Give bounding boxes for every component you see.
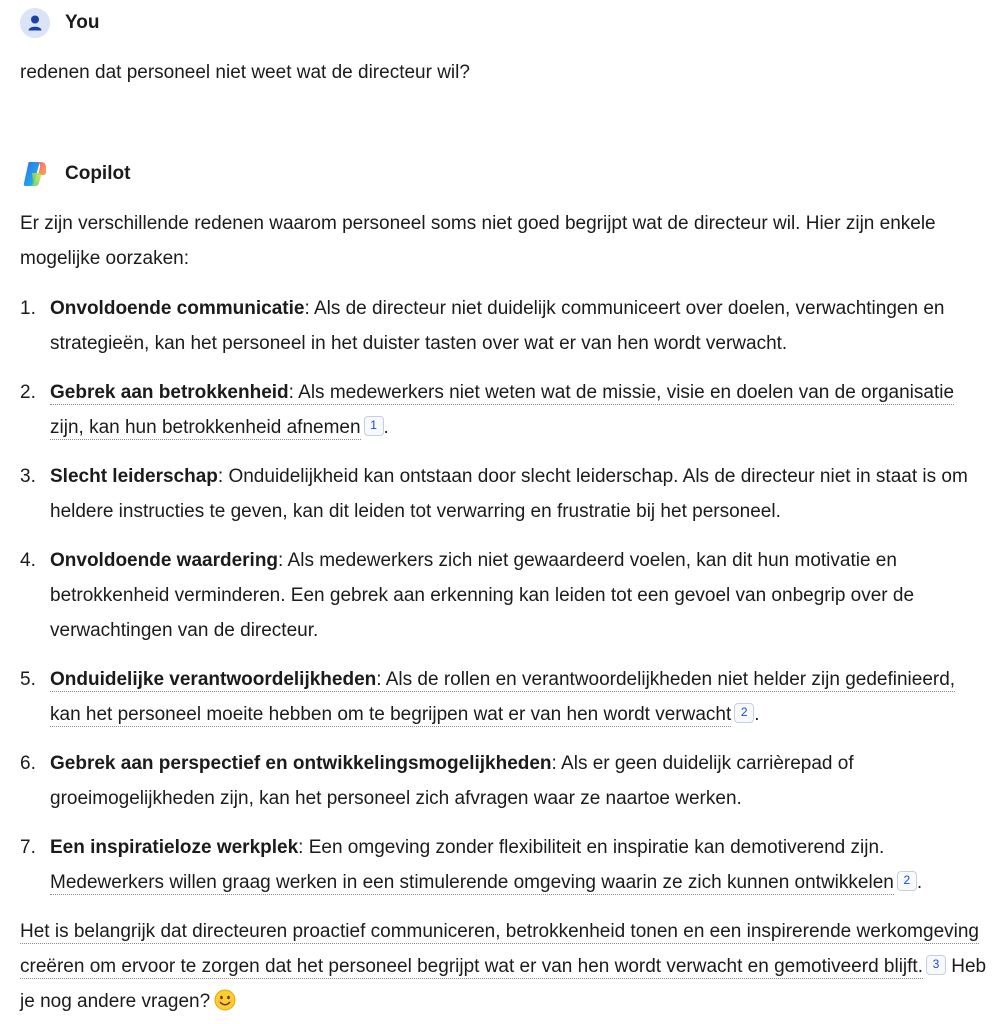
copilot-message-header [20,159,130,189]
list-item-text: : Als medewerkers niet weten wat de missie, visie en doelen van de organisatie zijn, kan hun betrokkenheid afnemen [50,382,955,438]
list-item-number: 1. [20,298,36,319]
smiling-face-emoji-icon [214,988,236,1010]
user-author-name: You [65,12,100,33]
copilot-author-name: Copilot [65,163,131,184]
user-avatar-icon [20,8,50,38]
response-closing [20,914,988,1019]
citation-marker[interactable]: 2 [897,871,917,891]
closing-question: Heb je nog andere vragen? [20,956,987,1012]
cited-passage[interactable]: Het is belangrijk dat directeuren proactief communiceren, betrokkenheid tonen en een inspirerende werkomgeving creëren om ervoor te zorgen dat het personeel begrijpt wat er van hen wordt verwacht en gemotiveerd blijft. [20,921,979,977]
list-item-end: . [916,872,923,893]
list-item-number: 7. [20,837,36,858]
response-intro: Er zijn verschillende redenen waarom personeel soms niet goed begrijpt wat de directeur wil. Hier zijn enkele mogelijke oorzaken: [20,213,936,269]
list-item-title: Gebrek aan betrokkenheid [50,382,289,403]
list-item-text: : Als de rollen en verantwoordelijkheden niet helder zijn gedefinieerd, kan het personeel moeite hebben om te begrijpen wat er van hen wordt verwacht [50,669,956,725]
copilot-logo-icon [20,159,50,189]
cited-passage[interactable]: Medewerkers willen graag werken in een stimulerende omgeving waarin ze zich kunnen ontwikkelen [50,872,894,893]
list-item-text: : Als de directeur niet duidelijk communiceert over doelen, verwachtingen en strategieën, kan het personeel in het duister tasten over wat er van hen wordt verwacht. [50,298,945,354]
list-item-title: Gebrek aan perspectief en ontwikkelingsmogelijkheden [50,753,552,774]
citation-marker[interactable]: 1 [364,416,384,436]
reasons-list [20,291,988,900]
list-item-number: 3. [20,466,36,487]
list-item-text: : Als er geen duidelijk carrièrepad of groeimogelijkheden zijn, kan het personeel zich afvragen waar ze naartoe werken. [50,753,854,809]
list-item-number: 2. [20,382,36,403]
citation-marker[interactable]: 3 [926,955,946,975]
list-item-end: . [383,417,389,438]
list-item-number: 5. [20,669,36,690]
cited-passage[interactable] [50,669,955,727]
list-item-title: Onvoldoende waardering [50,550,279,571]
list-item [20,830,988,900]
list-item-text: : Onduidelijkheid kan ontstaan door slecht leiderschap. Als de directeur niet in staat is om heldere instructies te geven, kan dit leiden tot verwarring en frustratie bij het personeel. [50,466,968,522]
list-item-title: Slecht leiderschap [50,466,218,487]
list-item-title: Onduidelijke verantwoordelijkheden [50,669,377,690]
list-item-text: : Een omgeving zonder flexibiliteit en inspiratie kan demotiverend zijn. [298,837,885,858]
list-item-text: : Als medewerkers zich niet gewaardeerd voelen, kan dit hun motivatie en betrokkenheid verminderen. Een gebrek aan erkenning kan leiden tot een gevoel van onbegrip over de verwachtingen van de directeur. [50,550,915,641]
list-item-number: 6. [20,753,36,774]
user-message-text: redenen dat personeel niet weet wat de directeur wil? [20,62,470,83]
list-item [20,662,988,732]
citation-marker[interactable]: 2 [734,703,754,723]
cited-passage[interactable] [50,382,954,440]
list-item [20,291,988,361]
user-message-header [20,8,99,38]
list-item-title: Een inspiratieloze werkplek [50,837,299,858]
copilot-response [20,206,988,1019]
list-item-title: Onvoldoende communicatie [50,298,305,319]
list-item [20,459,988,529]
list-item [20,375,988,445]
list-item [20,746,988,816]
list-item-end: . [754,704,760,725]
list-item [20,543,988,648]
list-item-number: 4. [20,550,36,571]
